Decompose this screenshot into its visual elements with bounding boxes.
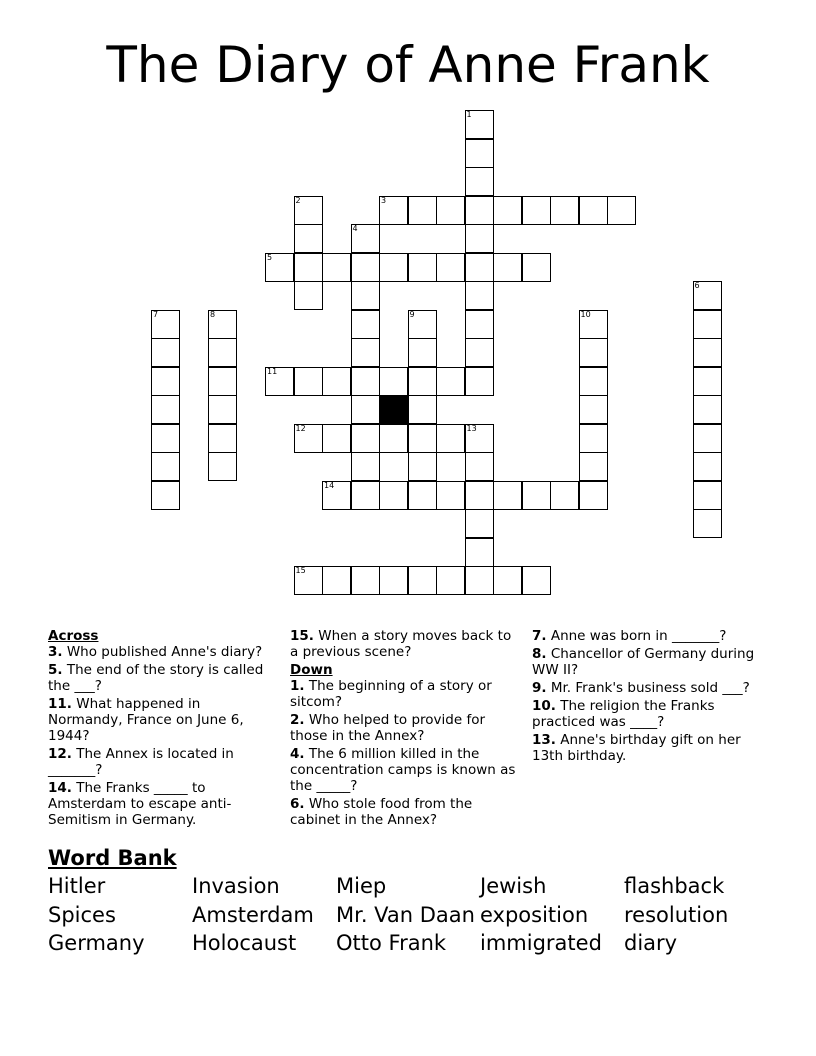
clue-number: 10 <box>580 309 591 319</box>
grid-cell[interactable] <box>265 367 294 396</box>
grid-cell[interactable] <box>436 481 465 510</box>
grid-cell[interactable] <box>465 253 494 282</box>
word-bank-item: diary <box>624 931 678 955</box>
grid-cell[interactable] <box>379 481 408 510</box>
grid-cell[interactable] <box>579 367 608 396</box>
word-bank-item: Invasion <box>192 874 280 898</box>
grid-cell[interactable] <box>408 566 437 595</box>
grid-cell[interactable] <box>693 367 722 396</box>
clue-number: 13 <box>466 423 477 433</box>
grid-cell[interactable] <box>294 566 323 595</box>
clue-across-3: 3. Who published Anne's diary? <box>48 644 263 660</box>
clue-number: 12 <box>295 423 306 433</box>
clue-number: 14 <box>324 480 335 490</box>
clue-number: 6 <box>694 281 700 290</box>
clue-down-9: 9. Mr. Frank's business sold ___? <box>532 680 750 696</box>
grid-cell[interactable] <box>522 253 551 282</box>
grid-cell[interactable] <box>579 424 608 453</box>
grid-cell[interactable] <box>351 253 380 282</box>
clue-number: 9 <box>409 309 415 319</box>
grid-cell[interactable] <box>579 338 608 367</box>
grid-cell[interactable] <box>408 395 437 424</box>
grid-cell[interactable] <box>493 566 522 595</box>
grid-cell[interactable] <box>151 338 180 367</box>
clue-across-12: 12. The Annex is located in _______? <box>48 746 234 778</box>
grid-cell[interactable] <box>693 281 722 310</box>
grid-cell[interactable] <box>465 538 494 567</box>
grid-cell[interactable] <box>579 196 608 225</box>
grid-cell[interactable] <box>693 481 722 510</box>
grid-cell[interactable] <box>322 481 351 510</box>
clue-down-8: 8. Chancellor of Germany during WW II? <box>532 646 755 678</box>
grid-cell[interactable] <box>265 253 294 282</box>
clue-number: 15 <box>295 566 306 575</box>
grid-cell[interactable] <box>465 310 494 339</box>
grid-cell[interactable] <box>465 452 494 481</box>
grid-cell[interactable] <box>151 481 180 510</box>
clue-down-7: 7. Anne was born in _______? <box>532 628 727 644</box>
grid-cell[interactable] <box>408 367 437 396</box>
across-heading: Across <box>48 628 99 644</box>
grid-cell[interactable] <box>351 367 380 396</box>
grid-cell[interactable] <box>408 424 437 453</box>
grid-cell[interactable] <box>493 481 522 510</box>
clues-column-3 <box>532 628 757 766</box>
clue-down-6: 6. Who stole food from the cabinet in the Annex? <box>290 796 473 828</box>
grid-cell[interactable] <box>465 167 494 196</box>
word-bank-item: Amsterdam <box>192 903 314 927</box>
grid-cell[interactable] <box>151 424 180 453</box>
word-bank-item: resolution <box>624 903 729 927</box>
grid-cell[interactable] <box>351 566 380 595</box>
word-bank-item: Spices <box>48 903 116 927</box>
grid-cell[interactable] <box>493 196 522 225</box>
grid-cell[interactable] <box>465 367 494 396</box>
grid-cell[interactable] <box>436 566 465 595</box>
word-bank-item: Otto Frank <box>336 931 447 955</box>
grid-cell[interactable] <box>208 424 237 453</box>
grid-cell[interactable] <box>208 367 237 396</box>
grid-cell[interactable] <box>465 566 494 595</box>
grid-cell[interactable] <box>436 367 465 396</box>
grid-cell[interactable] <box>693 424 722 453</box>
clue-across-5: 5. The end of the story is called the ___? <box>48 662 264 694</box>
grid-cell[interactable] <box>351 338 380 367</box>
clue-number: 7 <box>153 309 159 319</box>
grid-cell[interactable] <box>151 452 180 481</box>
grid-cell[interactable] <box>294 253 323 282</box>
clue-down-4: 4. The 6 million killed in the concentration camps is known as the _____? <box>290 746 516 794</box>
grid-cell[interactable] <box>294 281 323 310</box>
word-bank-item: Holocaust <box>192 931 297 955</box>
grid-cell[interactable] <box>408 196 437 225</box>
grid-cell[interactable] <box>379 196 408 225</box>
grid-cell[interactable] <box>208 338 237 367</box>
grid-cell[interactable] <box>550 196 579 225</box>
clues-column-1 <box>48 628 273 830</box>
word-bank-item: Miep <box>336 874 387 898</box>
grid-cell[interactable] <box>579 395 608 424</box>
grid-cell[interactable] <box>322 566 351 595</box>
grid-cell[interactable] <box>465 110 494 139</box>
clue-number: 11 <box>267 366 278 376</box>
down-heading: Down <box>290 662 333 678</box>
grid-cell[interactable] <box>379 253 408 282</box>
grid-cell[interactable] <box>322 424 351 453</box>
grid-cell[interactable] <box>322 367 351 396</box>
black-square <box>379 395 408 424</box>
clue-down-1: 1. The beginning of a story or sitcom? <box>290 678 492 710</box>
grid-cell[interactable] <box>151 367 180 396</box>
grid-cell[interactable] <box>465 224 494 253</box>
grid-cell[interactable] <box>693 310 722 339</box>
grid-cell[interactable] <box>693 338 722 367</box>
grid-cell[interactable] <box>351 224 380 253</box>
grid-cell[interactable] <box>465 481 494 510</box>
word-bank-item: exposition <box>480 903 589 927</box>
grid-cell[interactable] <box>465 424 494 453</box>
grid-cell[interactable] <box>579 310 608 339</box>
grid-cell[interactable] <box>151 310 180 339</box>
grid-cell[interactable] <box>294 367 323 396</box>
clue-across-11: 11. What happened in Normandy, France on June 6, 1944? <box>48 696 244 744</box>
grid-cell[interactable] <box>294 424 323 453</box>
grid-cell[interactable] <box>408 253 437 282</box>
grid-cell[interactable] <box>550 481 579 510</box>
clue-across-15: 15. When a story moves back to a previous scene? <box>290 628 512 660</box>
grid-cell[interactable] <box>351 281 380 310</box>
grid-cell[interactable] <box>208 310 237 339</box>
grid-cell[interactable] <box>436 253 465 282</box>
grid-cell[interactable] <box>693 395 722 424</box>
grid-cell[interactable] <box>294 196 323 225</box>
grid-cell[interactable] <box>351 452 380 481</box>
grid-cell[interactable] <box>408 338 437 367</box>
word-bank-title: Word Bank <box>48 846 177 870</box>
clue-number: 1 <box>466 110 472 119</box>
clues-column-2 <box>290 628 522 830</box>
grid-cell[interactable] <box>208 452 237 481</box>
word-bank-item: Hitler <box>48 874 106 898</box>
grid-cell[interactable] <box>465 139 494 168</box>
clue-number: 8 <box>210 309 216 319</box>
page-title: The Diary of Anne Frank <box>106 36 710 94</box>
grid-cell[interactable] <box>607 196 636 225</box>
grid-cell[interactable] <box>351 424 380 453</box>
grid-cell[interactable] <box>465 338 494 367</box>
grid-cell[interactable] <box>436 196 465 225</box>
grid-cell[interactable] <box>693 452 722 481</box>
grid-cell[interactable] <box>151 395 180 424</box>
grid-cell[interactable] <box>208 395 237 424</box>
word-bank-item: Jewish <box>480 874 547 898</box>
grid-cell[interactable] <box>579 452 608 481</box>
clue-number: 2 <box>295 195 301 205</box>
grid-cell[interactable] <box>408 452 437 481</box>
grid-cell[interactable] <box>579 481 608 510</box>
word-bank-item: Germany <box>48 931 145 955</box>
clue-down-2: 2. Who helped to provide for those in the Annex? <box>290 712 486 744</box>
grid-cell[interactable] <box>408 310 437 339</box>
clue-down-10: 10. The religion the Franks practiced was ____? <box>532 698 715 730</box>
grid-cell[interactable] <box>465 509 494 538</box>
clue-number: 5 <box>267 252 273 262</box>
clue-number: 4 <box>352 224 358 233</box>
grid-cell[interactable] <box>351 395 380 424</box>
grid-cell[interactable] <box>693 509 722 538</box>
grid-cell[interactable] <box>522 566 551 595</box>
grid-cell[interactable] <box>408 481 437 510</box>
grid-cell[interactable] <box>351 481 380 510</box>
word-bank-item: immigrated <box>480 931 602 955</box>
grid-cell[interactable] <box>322 253 351 282</box>
clue-number: 3 <box>381 195 387 205</box>
grid-cell[interactable] <box>522 196 551 225</box>
grid-cell[interactable] <box>379 566 408 595</box>
grid-cell[interactable] <box>294 224 323 253</box>
grid-cell[interactable] <box>522 481 551 510</box>
grid-cell[interactable] <box>436 424 465 453</box>
grid-cell[interactable] <box>465 281 494 310</box>
clue-down-13: 13. Anne's birthday gift on her 13th birthday. <box>532 732 741 764</box>
grid-cell[interactable] <box>379 424 408 453</box>
grid-cell[interactable] <box>379 367 408 396</box>
word-bank-item: flashback <box>624 874 725 898</box>
clue-across-14: 14. The Franks _____ to Amsterdam to escape anti-Semitism in Germany. <box>48 780 232 828</box>
grid-cell[interactable] <box>465 196 494 225</box>
word-bank-item: Mr. Van Daan <box>336 903 475 927</box>
grid-cell[interactable] <box>351 310 380 339</box>
grid-cell[interactable] <box>493 253 522 282</box>
